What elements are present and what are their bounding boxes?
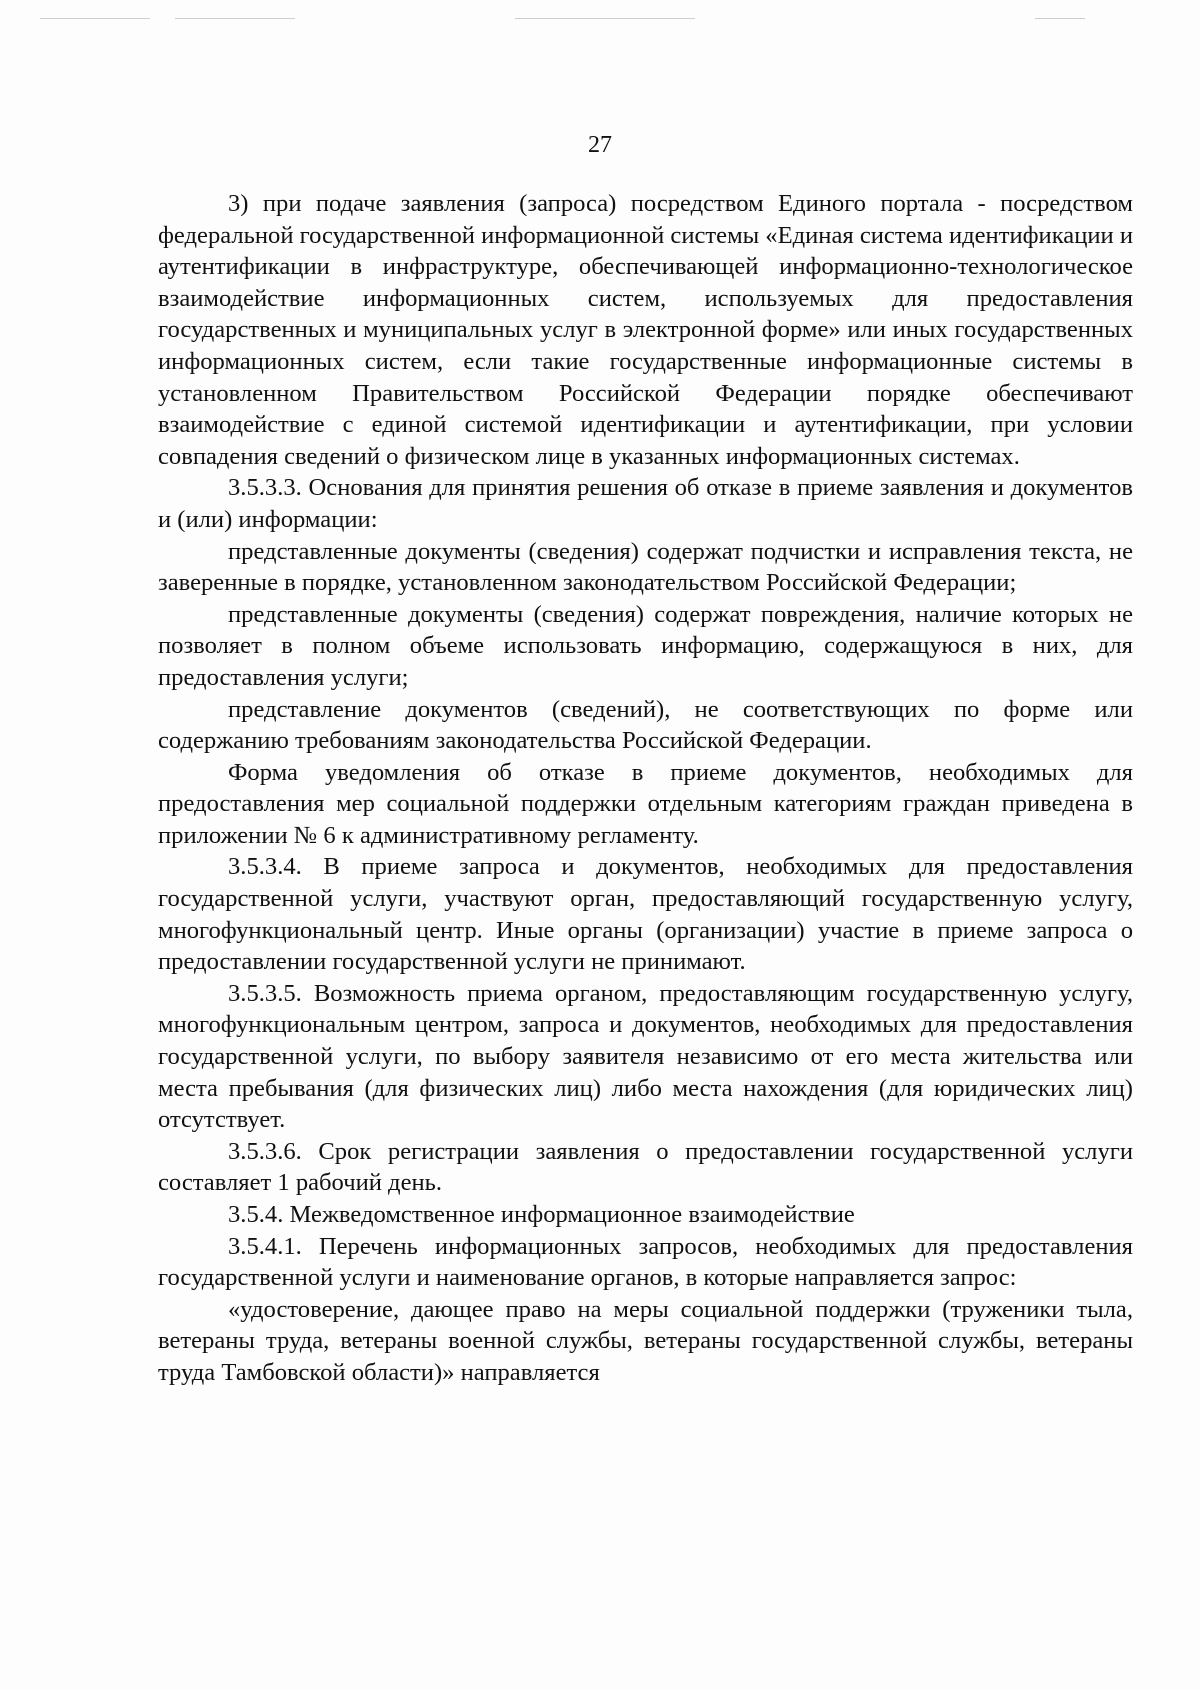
scan-artifact-line <box>1035 18 1085 19</box>
scan-artifact-line <box>40 18 150 19</box>
paragraph-3-5-3-5: 3.5.3.5. Возможность приема органом, предоставляющим государственную услугу, многофункциональным центром, запроса и документов, необходимых для предоставления государственной услуги, по выбору заявителя независимо от его места жительства или места пребывания (для физических лиц) либо места нахождения (для юридических лиц) отсутствует. <box>158 979 1133 1134</box>
scan-artifact-line <box>515 18 695 19</box>
document-body <box>158 188 1133 1389</box>
paragraph-3-5-4-heading: 3.5.4. Межведомственное информационное взаимодействие <box>228 1201 855 1228</box>
paragraph-refusal-reason-form: представление документов (сведений), не соответствующих по форме или содержанию требованиям законодательства Российской Федерации. <box>158 695 1133 755</box>
paragraph-certificate-request: «удостоверение, дающее право на меры социальной поддержки (труженики тыла, ветераны труда, ветераны военной службы, ветераны государственной службы, ветераны труда Тамбовской области)» направляется <box>158 1295 1133 1386</box>
paragraph-3-5-3-3-heading: 3.5.3.3. Основания для принятия решения об отказе в приеме заявления и документов и (или) информации: <box>158 474 1133 533</box>
paragraph-refusal-notice-form: Форма уведомления об отказе в приеме документов, необходимых для предоставления мер социальной поддержки отдельным категориям граждан приведена в приложении № 6 к административному регламенту. <box>158 758 1133 849</box>
page-number: 27 <box>588 132 612 158</box>
paragraph-refusal-reason-damage: представленные документы (сведения) содержат повреждения, наличие которых не позволяет в полном объеме использовать информацию, содержащуюся в них, для предоставления услуги; <box>158 600 1133 691</box>
paragraph-esia-condition: 3) при подаче заявления (запроса) посредством Единого портала - посредством федеральной государственной информационной системы «Единая система идентификации и аутентификации в инфраструктуре, обеспечивающей информационно-технологическое взаимодействие информационных систем, используемых для предоставления государственных и муниципальных услуг в электронной форме» или иных государственных информационных систем, если такие государственные информационные системы в установленном Правительством Российской Федерации порядке обеспечивают взаимодействие с единой системой идентификации и аутентификации, при условии совпадения сведений о физическом лице в указанных информационных системах. <box>158 190 1133 470</box>
paragraph-refusal-reason-corrections: представленные документы (сведения) содержат подчистки и исправления текста, не заверенные в порядке, установленном законодательством Российской Федерации; <box>158 537 1133 597</box>
paragraph-3-5-4-1: 3.5.4.1. Перечень информационных запросов, необходимых для предоставления государственной услуги и наименование органов, в которые направляется запрос: <box>158 1232 1133 1292</box>
paragraph-3-5-3-6: 3.5.3.6. Срок регистрации заявления о предоставлении государственной услуги составляет 1 рабочий день. <box>158 1137 1133 1197</box>
scan-artifact-line <box>175 18 295 19</box>
paragraph-3-5-3-4: 3.5.3.4. В приеме запроса и документов, необходимых для предоставления государственной услуги, участвуют орган, предоставляющий государственную услугу, многофункциональный центр. Иные органы (организации) участие в приеме запроса о предоставлении государственной услуги не принимают. <box>158 853 1133 976</box>
